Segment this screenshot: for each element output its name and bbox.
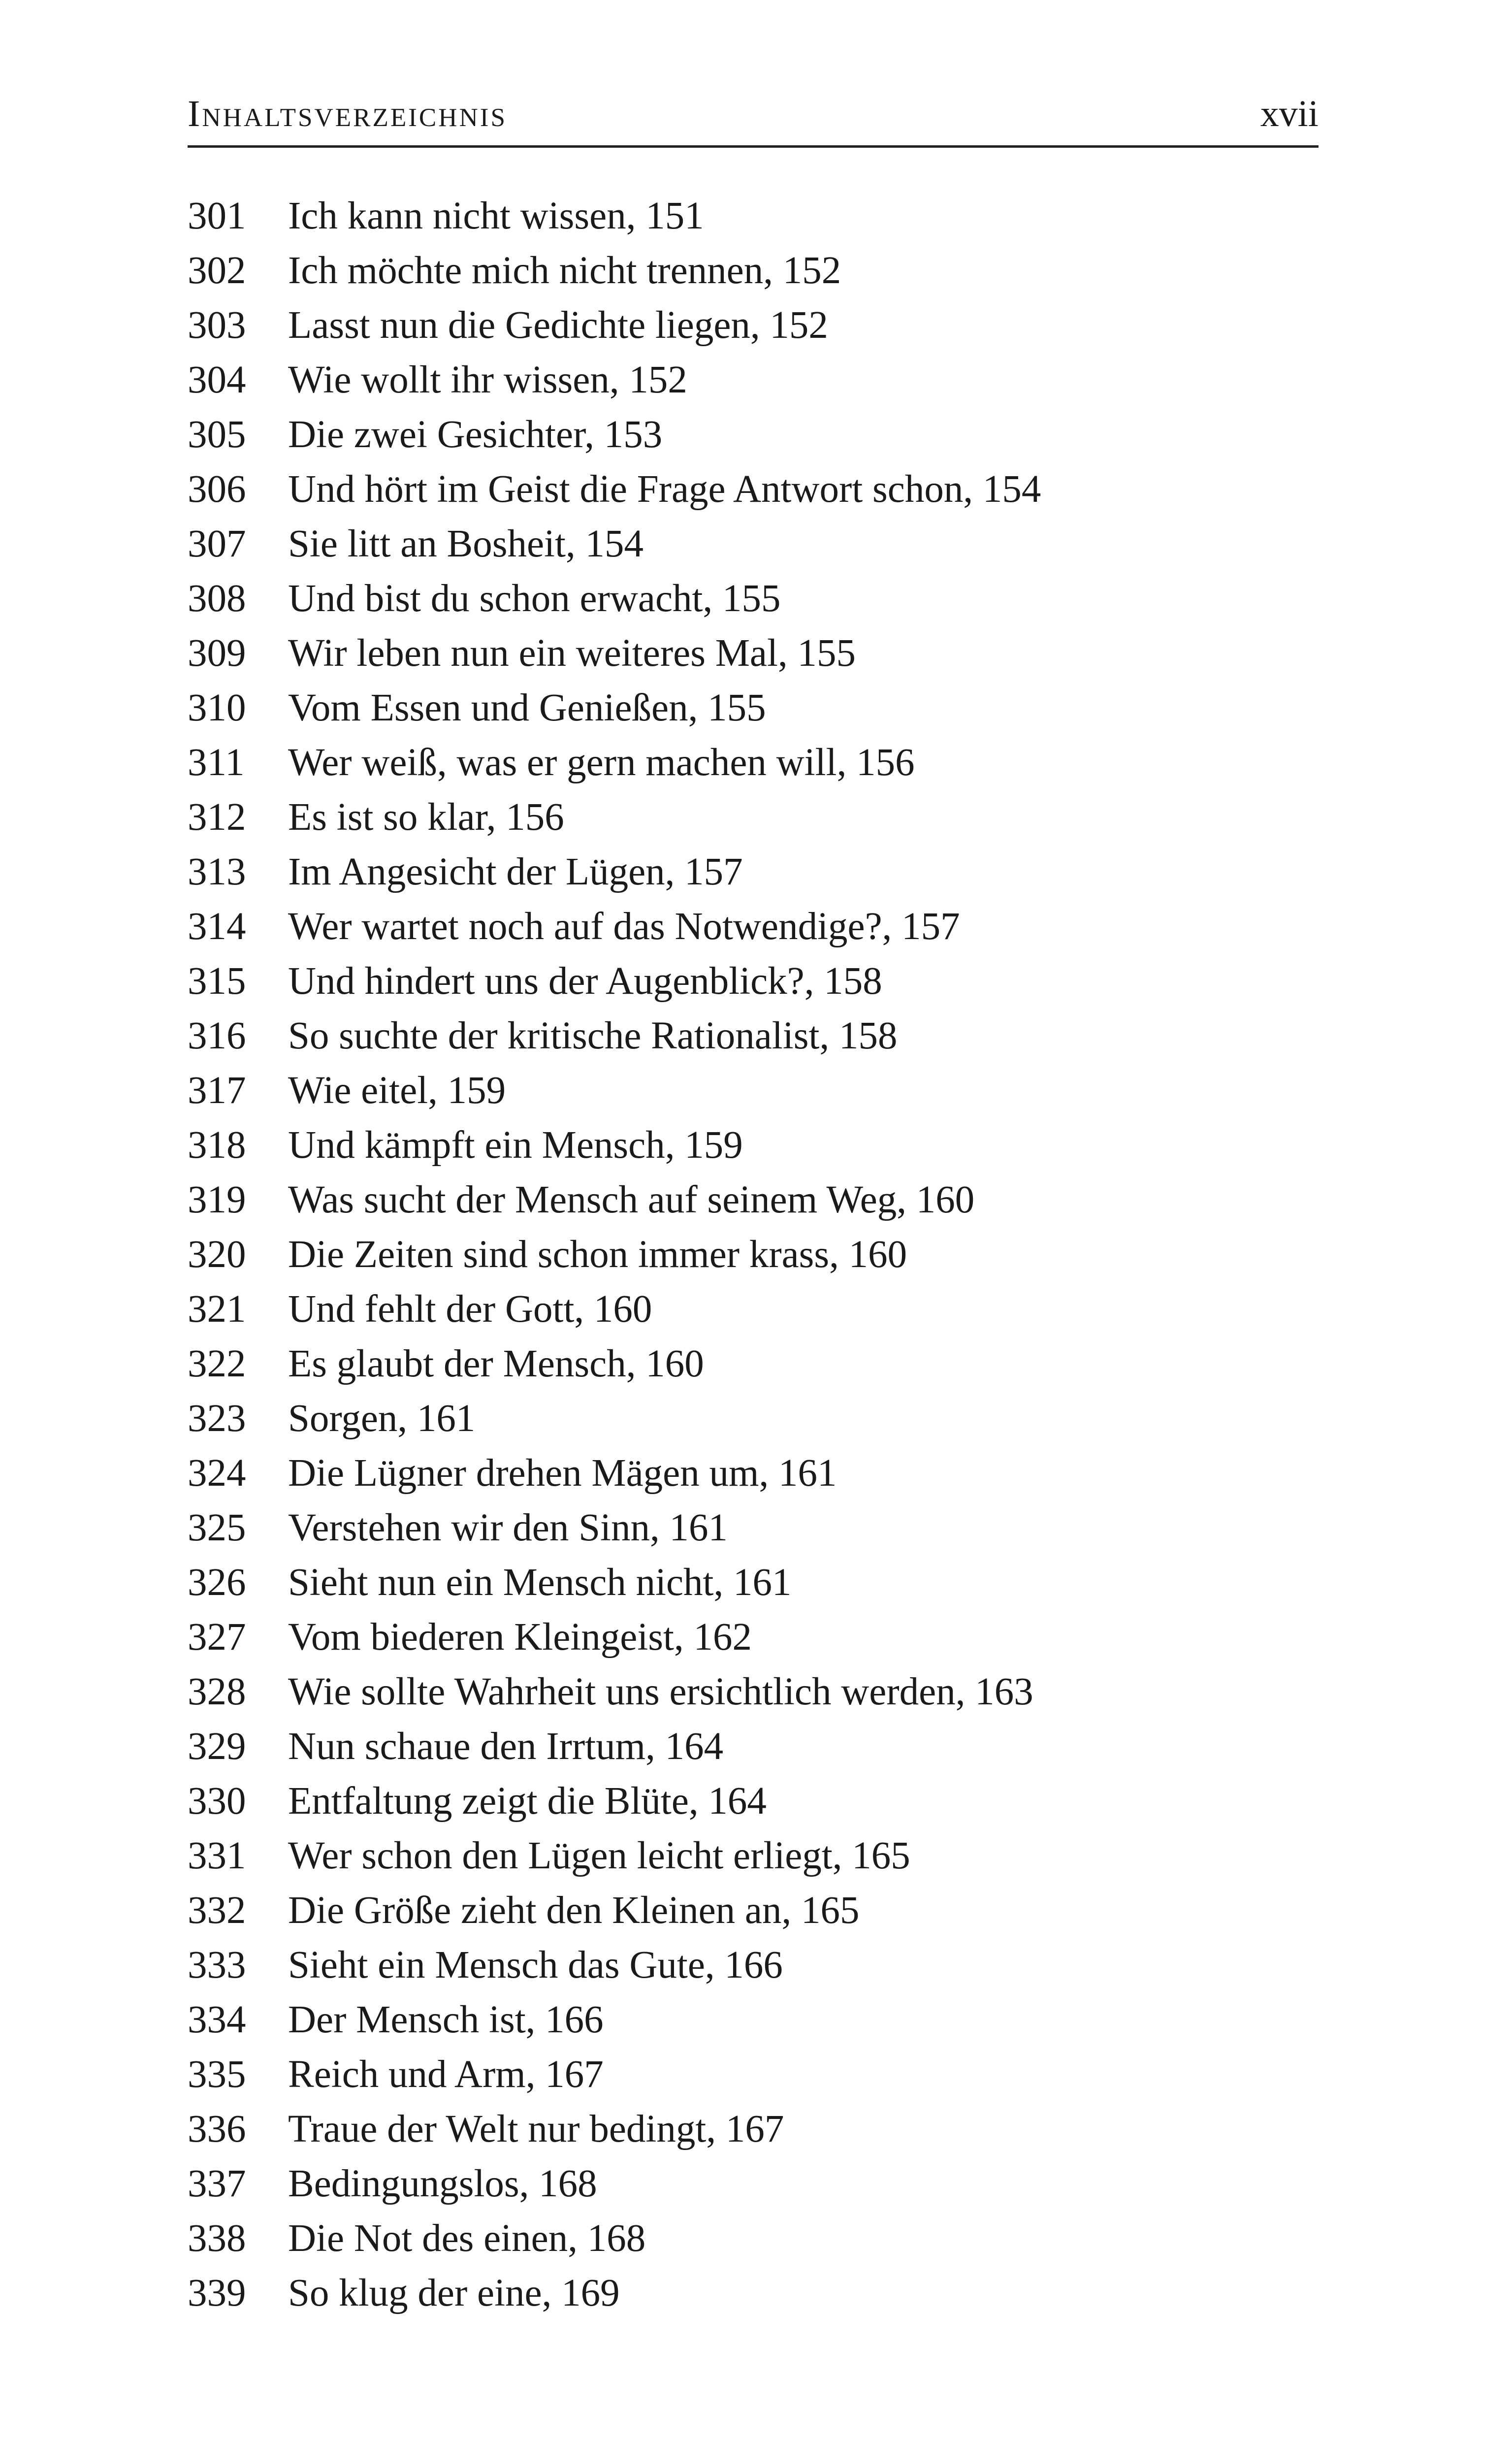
entry-number: 315 [188, 960, 246, 1003]
toc-entry-306 [188, 462, 1319, 517]
toc-entry-338 [188, 2211, 1319, 2266]
entry-number: 314 [188, 905, 246, 948]
toc-entry-317 [188, 1063, 1319, 1118]
entry-title-page: Und hört im Geist die Frage Antwort schon, 154 [288, 468, 1041, 511]
toc-entry-320 [188, 1227, 1319, 1282]
entry-title-page: Und kämpft ein Mensch, 159 [288, 1124, 743, 1167]
entry-title-page: So suchte der kritische Rationalist, 158 [288, 1014, 898, 1057]
entry-title-page: Wer wartet noch auf das Notwendige?, 157 [288, 905, 960, 948]
toc-entry-324 [188, 1446, 1319, 1500]
entry-title-page: Nun schaue den Irrtum, 164 [288, 1725, 724, 1768]
entry-title-page: Und bist du schon erwacht, 155 [288, 577, 781, 620]
toc-entry-321 [188, 1282, 1319, 1336]
toc-entry-329 [188, 1719, 1319, 1774]
toc-entry-334 [188, 1992, 1319, 2047]
entry-number: 302 [188, 249, 246, 292]
toc-entry-314 [188, 899, 1319, 954]
entry-title-page: Wie wollt ihr wissen, 152 [288, 358, 687, 401]
entry-number: 301 [188, 195, 246, 237]
toc-entry-332 [188, 1883, 1319, 1938]
toc-entry-315 [188, 954, 1319, 1009]
entry-number: 331 [188, 1834, 246, 1877]
entry-title-page: Wer weiß, was er gern machen will, 156 [288, 741, 915, 784]
entry-title-page: Der Mensch ist, 166 [288, 1998, 604, 2041]
entry-number: 321 [188, 1288, 246, 1331]
entry-title-page: Vom biederen Kleingeist, 162 [288, 1616, 752, 1659]
entry-number: 323 [188, 1397, 246, 1440]
entry-number: 319 [188, 1178, 246, 1221]
toc-entry-311 [188, 735, 1319, 790]
entry-number: 334 [188, 1998, 246, 2041]
entry-number: 320 [188, 1233, 246, 1276]
toc-entry-328 [188, 1664, 1319, 1719]
entry-number: 316 [188, 1014, 246, 1057]
toc-entry-336 [188, 2102, 1319, 2156]
entry-title-page: Wir leben nun ein weiteres Mal, 155 [288, 632, 856, 675]
toc-entry-339 [188, 2266, 1319, 2320]
entry-title-page: Reich und Arm, 167 [288, 2053, 604, 2096]
toc-entry-312 [188, 790, 1319, 845]
toc-entry-316 [188, 1009, 1319, 1063]
toc-entry-305 [188, 407, 1319, 462]
toc-entry-337 [188, 2156, 1319, 2211]
entry-number: 339 [188, 2272, 246, 2314]
toc-entry-318 [188, 1118, 1319, 1173]
entry-title-page: Sie litt an Bosheit, 154 [288, 522, 643, 565]
entry-title-page: Die zwei Gesichter, 153 [288, 413, 663, 456]
entry-number: 303 [188, 304, 246, 347]
toc-entry-323 [188, 1391, 1319, 1446]
entry-number: 332 [188, 1889, 246, 1932]
entry-number: 317 [188, 1069, 246, 1112]
entry-number: 326 [188, 1561, 246, 1604]
entry-number: 313 [188, 850, 246, 893]
entry-title-page: Die Größe zieht den Kleinen an, 165 [288, 1889, 860, 1932]
entry-number: 312 [188, 796, 246, 839]
entry-title-page: Verstehen wir den Sinn, 161 [288, 1506, 728, 1549]
entry-title-page: Sieht ein Mensch das Gute, 166 [288, 1944, 783, 1987]
page-header [188, 86, 1319, 148]
entry-number: 327 [188, 1616, 246, 1659]
entry-title-page: Wie sollte Wahrheit uns ersichtlich werden, 163 [288, 1670, 1033, 1713]
entry-number: 310 [188, 686, 246, 729]
entry-title-page: Traue der Welt nur bedingt, 167 [288, 2108, 784, 2150]
entry-title-page: Es glaubt der Mensch, 160 [288, 1342, 704, 1385]
entry-title-page: Sieht nun ein Mensch nicht, 161 [288, 1561, 792, 1604]
toc-entry-335 [188, 2047, 1319, 2102]
entry-number: 324 [188, 1452, 246, 1495]
entry-title-page: Und fehlt der Gott, 160 [288, 1288, 652, 1331]
toc-entry-319 [188, 1173, 1319, 1227]
entry-number: 307 [188, 522, 246, 565]
toc-entry-302 [188, 243, 1319, 298]
entry-number: 335 [188, 2053, 246, 2096]
entry-number: 304 [188, 358, 246, 401]
toc-entry-307 [188, 517, 1319, 571]
entry-title-page: Die Lügner drehen Mägen um, 161 [288, 1452, 837, 1495]
entry-title-page: Bedingungslos, 168 [288, 2162, 597, 2205]
entry-title-page: Ich möchte mich nicht trennen, 152 [288, 249, 841, 292]
entry-title-page: Und hindert uns der Augenblick?, 158 [288, 960, 882, 1003]
entry-number: 305 [188, 413, 246, 456]
entry-title-page: Sorgen, 161 [288, 1397, 476, 1440]
table-of-contents [188, 189, 1319, 2320]
toc-entry-301 [188, 189, 1319, 243]
entry-number: 309 [188, 632, 246, 675]
toc-entry-325 [188, 1500, 1319, 1555]
entry-number: 329 [188, 1725, 246, 1768]
toc-entry-327 [188, 1610, 1319, 1664]
entry-title-page: Wie eitel, 159 [288, 1069, 506, 1112]
entry-title-page: Lasst nun die Gedichte liegen, 152 [288, 304, 828, 347]
toc-entry-304 [188, 353, 1319, 407]
running-head-title: Inhaltsverzeichnis [188, 93, 507, 134]
entry-title-page: Vom Essen und Genießen, 155 [288, 686, 766, 729]
entry-number: 330 [188, 1780, 246, 1823]
entry-title-page: Ich kann nicht wissen, 151 [288, 195, 704, 237]
toc-entry-303 [188, 298, 1319, 353]
entry-title-page: Wer schon den Lügen leicht erliegt, 165 [288, 1834, 910, 1877]
entry-title-page: Entfaltung zeigt die Blüte, 164 [288, 1780, 767, 1823]
entry-title-page: Was sucht der Mensch auf seinem Weg, 160 [288, 1178, 975, 1221]
entry-number: 337 [188, 2162, 246, 2205]
entry-number: 325 [188, 1506, 246, 1549]
toc-entry-310 [188, 681, 1319, 735]
page-number: xvii [1260, 93, 1319, 134]
entry-number: 336 [188, 2108, 246, 2150]
entry-title-page: Es ist so klar, 156 [288, 796, 564, 839]
toc-entry-333 [188, 1938, 1319, 1992]
entry-title-page: Die Zeiten sind schon immer krass, 160 [288, 1233, 907, 1276]
toc-entry-313 [188, 845, 1319, 899]
entry-number: 328 [188, 1670, 246, 1713]
entry-title-page: Im Angesicht der Lügen, 157 [288, 850, 743, 893]
toc-entry-330 [188, 1774, 1319, 1828]
toc-entry-322 [188, 1336, 1319, 1391]
entry-number: 318 [188, 1124, 246, 1167]
entry-number: 308 [188, 577, 246, 620]
toc-entry-309 [188, 626, 1319, 681]
toc-entry-326 [188, 1555, 1319, 1610]
entry-number: 333 [188, 1944, 246, 1987]
entry-number: 311 [188, 741, 245, 784]
entry-title-page: Die Not des einen, 168 [288, 2217, 646, 2260]
entry-number: 338 [188, 2217, 246, 2260]
toc-entry-308 [188, 571, 1319, 626]
toc-entry-331 [188, 1828, 1319, 1883]
entry-title-page: So klug der eine, 169 [288, 2272, 620, 2314]
entry-number: 322 [188, 1342, 246, 1385]
entry-number: 306 [188, 468, 246, 511]
